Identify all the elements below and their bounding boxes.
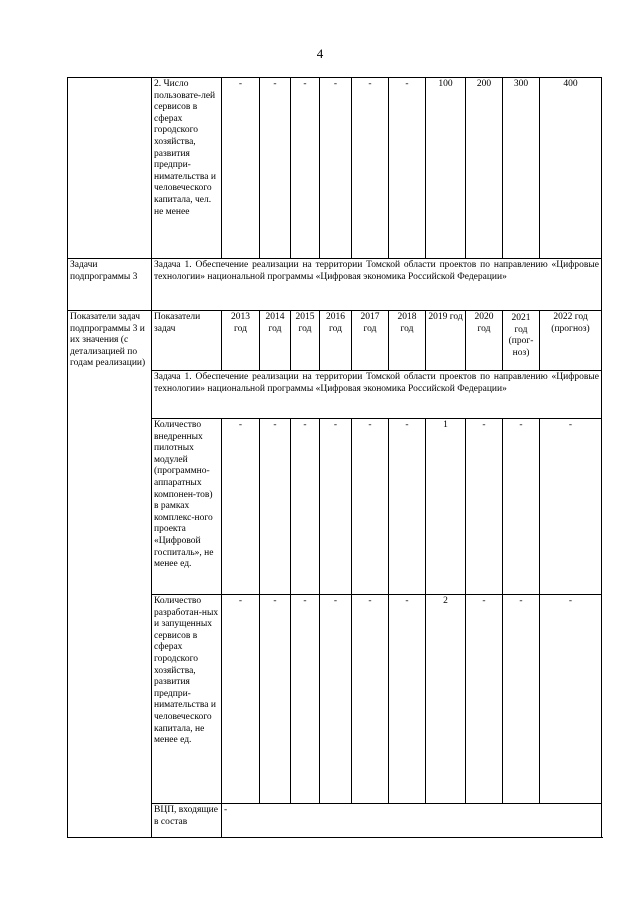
value-cell: -	[291, 419, 320, 595]
value-cell: -	[320, 595, 352, 804]
value-cell: -	[389, 78, 426, 259]
value-cell: -	[291, 78, 320, 259]
year-header: 2015 год	[291, 311, 320, 371]
indicator-name: 2. Число пользовате-лей сервисов в сферах городского хозяйства, развития предпри-нимательства и человеческого капитала, чел. не менее	[152, 78, 222, 259]
year-header: 2016 год	[320, 311, 352, 371]
vcp-value: -	[222, 804, 602, 838]
value-cell: -	[466, 595, 503, 804]
year-header: 2020 год	[466, 311, 503, 371]
value-cell: -	[540, 419, 602, 595]
tasks-row	[68, 259, 602, 311]
value-cell: -	[389, 419, 426, 595]
value-cell: -	[222, 595, 260, 804]
year-header: 2017 год	[352, 311, 389, 371]
value-cell: -	[389, 595, 426, 804]
indicators-header-row	[68, 311, 602, 371]
value-cell: 300	[503, 78, 540, 259]
tasks-text: Задача 1. Обеспечение реализации на территории Томской области проектов по направлению «Цифровые технологии» национальной программы «Цифровая экономика Российской Федерации»	[152, 259, 602, 311]
value-cell: -	[540, 595, 602, 804]
value-cell: -	[503, 595, 540, 804]
value-cell: -	[260, 419, 291, 595]
tasks-label: Задачи подпрограммы 3	[68, 259, 152, 311]
indicator-name: Количество внедренных пилотных модулей (программно-аппаратных компонен-тов) в рамках комплекс-ного проекта «Цифровой госпиталь», не менее ед.	[152, 419, 222, 595]
value-cell: -	[503, 419, 540, 595]
task-text: Задача 1. Обеспечение реализации на территории Томской области проектов по направлению «Цифровые технологии» национальной программы «Цифровая экономика Российской Федерации»	[152, 371, 602, 419]
value-cell: -	[352, 419, 389, 595]
year-header: 2019 год	[426, 311, 466, 371]
value-cell: -	[222, 78, 260, 259]
indicators-label: Показатели задач подпрограммы 3 и их значения (с детализацией по годам реализации)	[68, 311, 152, 838]
vcp-label: ВЦП, входящие в состав	[152, 804, 222, 838]
value-cell: -	[352, 78, 389, 259]
year-header: 2018 год	[389, 311, 426, 371]
empty-label-cell	[68, 78, 152, 259]
value-cell: 1	[426, 419, 466, 595]
year-header: 2021 год (прог-ноз)	[503, 311, 540, 371]
value-cell: -	[320, 419, 352, 595]
value-cell: -	[291, 595, 320, 804]
indicator-name: Количество разработан-ных и запущенных сервисов в сферах городского хозяйства, развития предпри-нимательства и человеческого капитала, не менее ед.	[152, 595, 222, 804]
program-passport-table	[67, 77, 602, 838]
value-cell: 200	[466, 78, 503, 259]
value-cell: -	[466, 419, 503, 595]
year-header: 2022 год (прогноз)	[540, 311, 602, 371]
page-number: 4	[316, 46, 324, 61]
indicator-row-users	[68, 78, 602, 259]
year-header: 2014 год	[260, 311, 291, 371]
value-cell: -	[260, 595, 291, 804]
value-cell: -	[352, 595, 389, 804]
value-cell: -	[260, 78, 291, 259]
value-cell: -	[222, 419, 260, 595]
value-cell: 400	[540, 78, 602, 259]
year-header: 2013 год	[222, 311, 260, 371]
value-cell: 2	[426, 595, 466, 804]
value-cell: -	[320, 78, 352, 259]
value-cell: 100	[426, 78, 466, 259]
header-indicators: Показатели задач	[152, 311, 222, 371]
